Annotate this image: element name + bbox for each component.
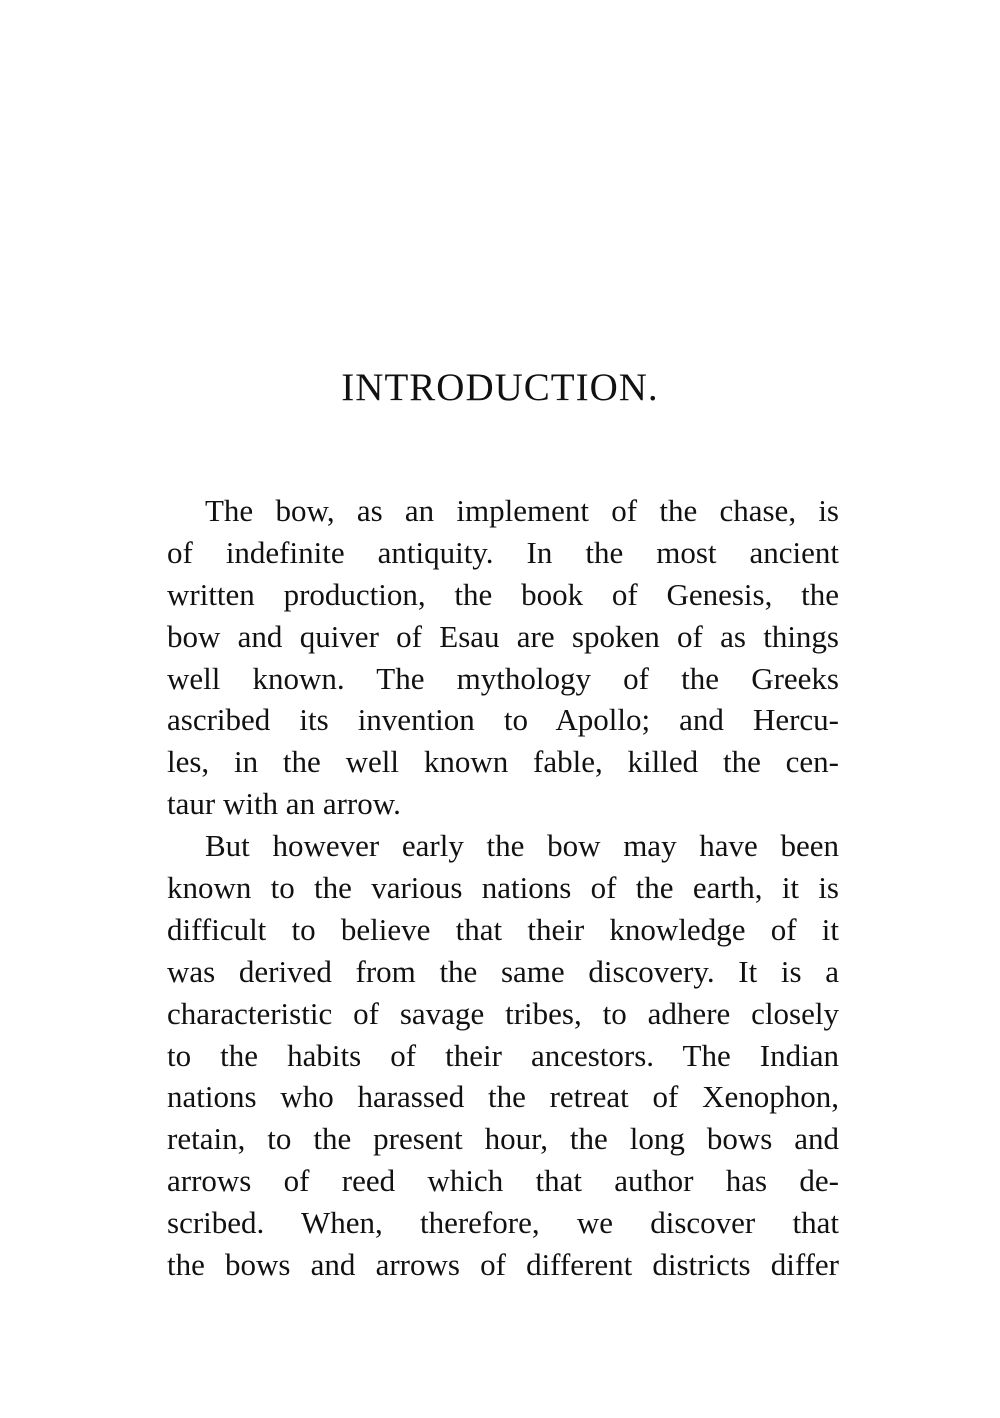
text-line: written production, the book of Genesis, the [167, 576, 839, 612]
text-line: characteristic of savage tribes, to adhere closely [167, 995, 839, 1031]
paragraph-2 [167, 825, 839, 1286]
text-line: nations who harassed the retreat of Xenophon, [167, 1079, 839, 1115]
text-line: to the habits of their ancestors. The Indian [167, 1037, 839, 1073]
text-line: taur with an arrow. [167, 786, 401, 822]
text-line: retain, to the present hour, the long bows and [167, 1121, 839, 1157]
chapter-title: INTRODUCTION. [341, 366, 659, 409]
body-text [167, 490, 839, 1286]
text-line: difficult to believe that their knowledge of it [167, 911, 839, 947]
text-line: well known. The mythology of the Greeks [167, 660, 839, 696]
text-line: ascribed its invention to Apollo; and Hercu- [167, 702, 839, 738]
text-line: scribed. When, therefore, we discover that [167, 1205, 839, 1241]
text-line: arrows of reed which that author has de- [167, 1163, 839, 1199]
text-line: the bows and arrows of different districts differ [167, 1247, 839, 1283]
text-line: known to the various nations of the earth, it is [167, 870, 839, 906]
text-line: The bow, as an implement of the chase, is [205, 493, 839, 528]
text-line: les, in the well known fable, killed the cen- [167, 744, 839, 780]
paragraph-1 [167, 490, 839, 825]
text-line: of indefinite antiquity. In the most ancient [167, 534, 839, 570]
text-line: But however early the bow may have been [205, 828, 839, 864]
text-line: bow and quiver of Esau are spoken of as things [167, 618, 839, 654]
text-line: was derived from the same discovery. It is a [167, 953, 839, 989]
